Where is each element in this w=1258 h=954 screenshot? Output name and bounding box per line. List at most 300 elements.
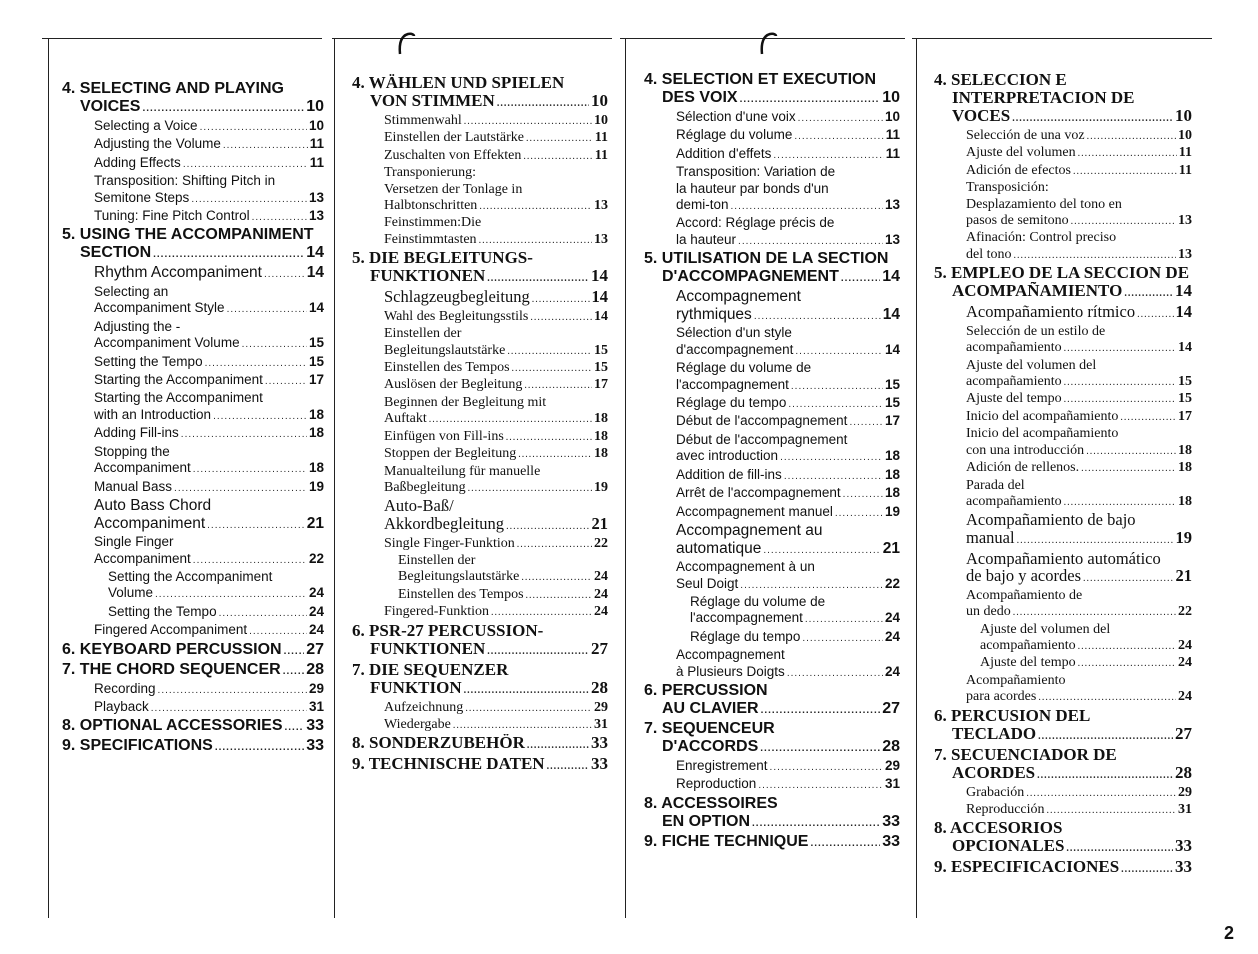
toc-page-number: 27 <box>591 639 608 658</box>
toc-entry <box>62 319 324 335</box>
toc-entry <box>934 511 1192 529</box>
toc-entry-title: con una introducción <box>966 442 1085 458</box>
toc-entry <box>352 249 608 267</box>
dot-leader <box>526 131 593 147</box>
toc-entry-title: la hauteur <box>676 231 737 247</box>
toc-entry-title: à Plusieurs Doigts <box>676 663 785 679</box>
toc-page-number: 14 <box>882 305 900 323</box>
dot-leader <box>1086 444 1176 460</box>
dot-leader <box>265 374 307 390</box>
dot-leader <box>1038 728 1173 746</box>
dot-leader <box>1087 129 1176 145</box>
toc-entry-title: Réglage du volume de <box>676 360 812 376</box>
toc-page-number: 13 <box>884 231 900 247</box>
toc-page-number: 33 <box>306 737 324 755</box>
toc-page-number: 21 <box>306 514 324 532</box>
dot-leader <box>1026 786 1176 802</box>
dot-leader <box>1064 495 1176 511</box>
dot-leader <box>491 605 592 621</box>
toc-entry <box>62 372 324 390</box>
toc-page-number: 24 <box>594 569 608 585</box>
dot-leader <box>487 643 589 661</box>
toc-entry <box>352 267 608 288</box>
toc-entry <box>62 661 324 681</box>
dot-leader <box>780 450 883 466</box>
toc-entry <box>62 717 324 737</box>
toc-entry <box>644 610 900 628</box>
toc-page-number: 24 <box>884 610 900 626</box>
dot-leader <box>453 718 592 734</box>
toc-entry-title: Ajuste del volumen <box>966 145 1076 161</box>
toc-entry <box>62 622 324 640</box>
toc-page-number: 28 <box>591 678 608 697</box>
column-divider <box>334 38 335 918</box>
toc-entry <box>934 391 1192 408</box>
toc-entry-title: 5. EMPLEO DE LA SECCION DE <box>934 264 1190 283</box>
toc-entry-title: Transponierung: <box>384 165 477 181</box>
toc-entry-title: VON STIMMEN <box>370 92 495 110</box>
toc-entry <box>644 682 900 700</box>
toc-entry-title: Single Finger-Funktion <box>384 535 515 551</box>
toc-entry <box>934 324 1192 340</box>
toc-entry-title: Adición de rellenos. <box>966 460 1080 476</box>
toc-entry-title: Transposition: Variation de <box>676 164 836 180</box>
toc-entry <box>644 127 900 145</box>
toc-entry-title: Accompagnement au <box>676 521 823 539</box>
toc-page-number: 10 <box>308 118 324 133</box>
toc-entry-title: Stoppen der Begleitung <box>384 446 517 462</box>
toc-page-number: 21 <box>882 539 900 557</box>
toc-entry <box>644 795 900 813</box>
dot-leader <box>506 430 592 446</box>
toc-entry <box>352 309 608 326</box>
toc-page-number: 22 <box>308 550 324 566</box>
toc-entry <box>644 146 900 164</box>
toc-page-number: 13 <box>594 231 608 247</box>
toc-page-number: 14 <box>1178 340 1192 356</box>
toc-entry <box>644 89 900 109</box>
toc-entry-title: VOCES <box>952 107 1011 125</box>
toc-entry <box>62 155 324 173</box>
toc-column-english <box>62 80 324 757</box>
toc-page-number: 24 <box>884 628 900 644</box>
toc-entry-title: Stimmenwahl <box>384 113 462 128</box>
toc-entry-title: Selección de una voz <box>966 128 1085 143</box>
toc-page-number: 28 <box>306 660 324 678</box>
toc-entry-title: Setting the Tempo <box>94 353 203 369</box>
dot-leader <box>1066 840 1173 858</box>
toc-entry <box>934 358 1192 374</box>
toc-page-number: 31 <box>1178 801 1192 817</box>
toc-page-number: 24 <box>1178 637 1192 653</box>
toc-entry-title: 7. SEQUENCEUR <box>644 719 775 737</box>
toc-entry <box>62 80 324 98</box>
toc-entry <box>644 342 900 360</box>
toc-entry-title: 8. ACCESSOIRES <box>644 794 778 812</box>
toc-entry <box>644 268 900 288</box>
toc-entry <box>644 467 900 485</box>
toc-page-number: 11 <box>309 136 324 152</box>
toc-page-number: 18 <box>308 406 324 422</box>
toc-page-number: 33 <box>591 734 608 753</box>
toc-page-number: 15 <box>594 342 608 358</box>
toc-entry <box>934 213 1192 230</box>
toc-entry <box>62 585 324 603</box>
toc-entry <box>934 230 1192 246</box>
toc-page-number: 10 <box>884 109 900 124</box>
toc-entry-title: Addition de fill-ins <box>676 466 782 482</box>
dot-leader <box>193 553 307 569</box>
toc-entry <box>934 622 1192 638</box>
toc-entry-title: Reproduction <box>676 776 757 792</box>
toc-entry <box>352 377 608 394</box>
toc-entry <box>644 164 900 180</box>
toc-entry-title: Einstellen des Tempos <box>384 360 510 376</box>
toc-entry-title: l'accompagnement <box>690 610 803 626</box>
toc-page-number: 18 <box>308 425 324 441</box>
toc-entry <box>644 522 900 540</box>
dot-leader <box>1078 639 1176 655</box>
dot-leader <box>1081 461 1176 477</box>
toc-entry <box>62 244 324 264</box>
toc-entry-title: 5. UTILISATION DE LA SECTION <box>644 250 889 268</box>
dot-leader <box>802 631 883 647</box>
dot-leader <box>487 270 589 288</box>
toc-entry <box>934 247 1192 264</box>
toc-entry-title: DES VOIX <box>662 89 738 106</box>
toc-entry <box>934 409 1192 426</box>
toc-page-number: 33 <box>882 832 900 850</box>
toc-page-number: 18 <box>884 485 900 501</box>
toc-entry <box>934 764 1192 785</box>
toc-entry <box>352 395 608 411</box>
toc-page-number: 24 <box>308 603 324 619</box>
dot-leader <box>843 487 883 503</box>
toc-entry-title: acompañamiento <box>980 637 1076 653</box>
toc-entry <box>62 515 324 535</box>
dot-leader <box>174 481 307 497</box>
dot-leader <box>512 361 592 377</box>
toc-entry-title: Transposición: <box>966 180 1049 196</box>
toc-entry <box>934 163 1192 180</box>
toc-entry <box>62 354 324 372</box>
toc-page-number: 14 <box>591 267 608 286</box>
dot-leader <box>1071 214 1176 230</box>
toc-page-number: 15 <box>308 335 324 351</box>
dot-leader <box>142 100 304 118</box>
toc-entry <box>352 92 608 113</box>
dot-leader <box>1038 690 1176 706</box>
dot-leader <box>252 210 307 226</box>
dot-leader <box>760 740 880 758</box>
toc-column-german <box>352 74 608 776</box>
dot-leader <box>841 270 880 288</box>
dot-leader <box>1047 803 1176 819</box>
toc-page-number: 14 <box>1175 282 1192 301</box>
dot-leader <box>1121 861 1173 879</box>
toc-page-number: 17 <box>1178 408 1192 424</box>
column-divider <box>42 38 322 39</box>
toc-page-number: 21 <box>1175 567 1192 586</box>
toc-entry-title: Acompañamiento de bajo <box>966 511 1136 529</box>
dot-leader <box>791 379 883 395</box>
toc-entry-title: Inicio del acompañamiento <box>966 408 1119 424</box>
dot-leader <box>507 344 592 360</box>
toc-entry-title: acompañamiento <box>966 374 1062 390</box>
toc-page-number: 10 <box>882 89 900 106</box>
toc-page-number: 33 <box>1175 837 1192 856</box>
toc-entry-title: del tono <box>966 246 1012 262</box>
toc-entry <box>62 284 324 300</box>
toc-entry <box>352 429 608 446</box>
toc-page-number: 14 <box>308 300 324 316</box>
dot-leader <box>207 517 305 535</box>
toc-entry-title: manual <box>966 528 1015 547</box>
dot-leader <box>788 397 883 413</box>
toc-entry-title: Schlagzeugbegleitung <box>384 288 530 307</box>
toc-entry-title: Inicio del acompañamiento <box>966 426 1119 442</box>
toc-page-number: 29 <box>594 699 608 715</box>
toc-entry-title: EN OPTION <box>662 812 751 830</box>
toc-entry <box>352 497 608 515</box>
dot-leader <box>526 588 592 604</box>
toc-entry <box>644 813 900 833</box>
toc-entry <box>352 74 608 92</box>
toc-entry <box>352 148 608 165</box>
toc-entry <box>644 576 900 594</box>
toc-page-number: 27 <box>882 699 900 717</box>
toc-entry <box>644 833 900 853</box>
toc-entry <box>352 536 608 553</box>
dot-leader <box>731 199 883 215</box>
toc-entry-title: 9. SPECIFICATIONS <box>62 737 213 755</box>
dot-leader <box>181 427 307 443</box>
toc-entry-title: Fingered-Funktion <box>384 604 489 620</box>
toc-page-number: 15 <box>308 353 324 369</box>
dot-leader <box>1124 285 1173 303</box>
toc-entry-title: Single Finger <box>94 534 174 550</box>
toc-entry <box>644 432 900 448</box>
toc-entry <box>644 448 900 466</box>
toc-entry <box>352 215 608 231</box>
dot-leader <box>479 233 592 249</box>
dot-leader <box>1064 392 1176 408</box>
toc-entry-title: with an Introduction <box>94 406 212 422</box>
toc-page-number: 24 <box>308 585 324 601</box>
toc-entry <box>352 622 608 640</box>
dot-leader <box>835 506 883 522</box>
toc-entry-title: Sélection d'une voix <box>676 109 796 124</box>
toc-entry <box>644 485 900 503</box>
toc-entry <box>352 446 608 463</box>
toc-page-number: 24 <box>308 622 324 638</box>
toc-entry <box>934 837 1192 858</box>
toc-entry <box>934 282 1192 303</box>
toc-entry <box>644 250 900 268</box>
toc-entry <box>644 776 900 794</box>
toc-entry-title: Manual Bass <box>94 478 173 494</box>
dot-leader <box>1073 164 1177 180</box>
toc-entry <box>934 819 1192 837</box>
toc-entry <box>62 604 324 622</box>
toc-page-number: 13 <box>1178 213 1192 229</box>
toc-entry <box>934 71 1192 89</box>
toc-entry <box>62 534 324 550</box>
dot-leader <box>1064 375 1176 391</box>
toc-entry <box>934 550 1192 568</box>
dot-leader <box>193 462 307 478</box>
toc-entry-title: Accompaniment <box>94 460 191 476</box>
dot-leader <box>205 356 307 372</box>
toc-entry <box>352 411 608 428</box>
toc-entry-title: Begleitungslautstärke <box>398 569 520 585</box>
toc-entry <box>62 335 324 353</box>
toc-page-number: 29 <box>884 757 900 773</box>
toc-entry <box>352 130 608 147</box>
toc-entry <box>352 734 608 755</box>
dot-leader <box>1037 767 1173 785</box>
toc-entry-title: demi-ton <box>676 197 729 213</box>
toc-entry-title: Adición de efectos <box>966 162 1071 178</box>
toc-entry <box>934 107 1192 128</box>
toc-page-number: 18 <box>594 428 608 444</box>
toc-entry-title: Réglage du tempo <box>676 395 787 411</box>
toc-entry <box>644 758 900 776</box>
column-divider <box>625 38 626 918</box>
toc-entry <box>644 559 900 575</box>
toc-page-number: 33 <box>882 812 900 830</box>
toc-entry-title: un dedo <box>966 604 1011 620</box>
dot-leader <box>242 337 307 353</box>
toc-entry <box>934 443 1192 460</box>
dot-leader <box>517 537 592 553</box>
toc-page-number: 18 <box>884 466 900 482</box>
toc-entry <box>352 343 608 360</box>
toc-entry <box>644 325 900 341</box>
toc-page-number: 10 <box>306 98 324 115</box>
toc-entry <box>62 737 324 757</box>
dot-leader <box>740 578 883 594</box>
toc-entry-title: Akkordbegleitung <box>384 514 505 533</box>
toc-entry-title: 7. THE CHORD SEQUENCER <box>62 660 281 678</box>
dot-leader <box>787 666 883 682</box>
toc-entry <box>644 700 900 720</box>
toc-page-number: 24 <box>884 663 900 679</box>
toc-entry <box>352 113 608 130</box>
toc-entry-title: Accord: Réglage précis de <box>676 215 835 231</box>
toc-entry <box>352 700 608 717</box>
dot-leader <box>1017 532 1174 550</box>
toc-page-number: 11 <box>1178 145 1192 161</box>
toc-page-number: 18 <box>594 411 608 427</box>
toc-entry <box>352 165 608 181</box>
toc-entry <box>352 288 608 309</box>
toc-entry-title: Tuning: Fine Pitch Control <box>94 208 250 224</box>
toc-entry-title: Réglage du volume de <box>690 593 826 609</box>
toc-entry <box>644 288 900 306</box>
toc-entry <box>644 197 900 215</box>
binding-mark-icon <box>758 30 778 56</box>
toc-entry <box>352 480 608 497</box>
toc-entry-title: Baßbegleitung <box>384 479 466 495</box>
toc-entry-title: Zuschalten von Effekten <box>384 147 522 163</box>
toc-entry <box>62 190 324 208</box>
toc-entry-title: 8. SONDERZUBEHÖR <box>352 734 525 753</box>
toc-entry <box>352 464 608 480</box>
dot-leader <box>479 199 592 215</box>
toc-entry <box>352 515 608 536</box>
toc-entry-title: Acompañamiento rítmico <box>966 303 1136 322</box>
toc-entry-title: Accompagnement manuel <box>676 503 833 519</box>
toc-entry-title: Setting the Accompaniment <box>108 568 273 584</box>
dot-leader <box>1078 146 1177 162</box>
toc-page-number: 33 <box>1175 858 1192 877</box>
dot-leader <box>464 114 592 130</box>
toc-page-number: 24 <box>594 604 608 620</box>
toc-entry <box>352 553 608 569</box>
toc-entry-title: FUNKTIONEN <box>370 267 486 286</box>
toc-entry <box>62 98 324 118</box>
toc-entry-title: Stopping the <box>94 443 170 459</box>
toc-page-number: 13 <box>308 189 324 205</box>
dot-leader <box>497 95 589 113</box>
toc-page-number: 14 <box>594 308 608 324</box>
toc-entry <box>934 180 1192 196</box>
toc-entry-title: 6. PERCUSSION <box>644 681 768 699</box>
toc-entry-title: Adjusting the Volume <box>94 136 221 152</box>
toc-entry-title: Adding Effects <box>94 154 181 170</box>
column-divider <box>916 38 917 918</box>
toc-entry-title: D'ACCOMPAGNEMENT <box>662 268 839 286</box>
dot-leader <box>798 111 883 127</box>
toc-entry <box>934 785 1192 802</box>
toc-page-number: 31 <box>594 716 608 732</box>
toc-entry-title: 8. ACCESORIOS <box>934 819 1063 838</box>
toc-page-number: 18 <box>884 448 900 464</box>
toc-entry-title: Rhythm Accompaniment <box>94 264 262 282</box>
toc-entry <box>62 551 324 569</box>
dot-leader <box>183 157 308 173</box>
dot-leader <box>773 148 883 164</box>
toc-page-number: 10 <box>1175 107 1192 125</box>
toc-entry-title: Einstellen des Tempos <box>398 586 524 602</box>
toc-entry-title: Réglage du tempo <box>690 628 801 644</box>
dot-leader <box>227 302 307 318</box>
toc-entry-title: 7. DIE SEQUENZER <box>352 660 509 679</box>
toc-entry-title: Reproducción <box>966 801 1045 817</box>
toc-page-number: 15 <box>884 395 900 411</box>
toc-page-number: 29 <box>1178 784 1192 800</box>
toc-entry <box>644 395 900 413</box>
toc-entry-title: Desplazamiento del tono en <box>966 196 1122 212</box>
toc-entry-title: rythmiques <box>676 305 752 323</box>
toc-entry-title: Fingered Accompaniment <box>94 622 248 638</box>
dot-leader <box>1012 110 1173 128</box>
toc-entry <box>352 569 608 586</box>
toc-entry-title: Ajuste del tempo <box>980 655 1076 671</box>
toc-entry <box>934 494 1192 511</box>
toc-entry <box>934 689 1192 706</box>
dot-leader <box>547 758 589 776</box>
toc-entry-title: la hauteur par bonds d'un <box>676 180 829 196</box>
toc-entry-title: Arrêt de l'accompagnement <box>676 485 841 501</box>
toc-entry <box>934 802 1192 819</box>
toc-entry <box>934 604 1192 621</box>
toc-entry-title: 6. KEYBOARD PERCUSSION <box>62 640 282 658</box>
toc-entry <box>934 638 1192 655</box>
toc-page-number: 14 <box>306 264 324 282</box>
toc-entry <box>644 306 900 326</box>
